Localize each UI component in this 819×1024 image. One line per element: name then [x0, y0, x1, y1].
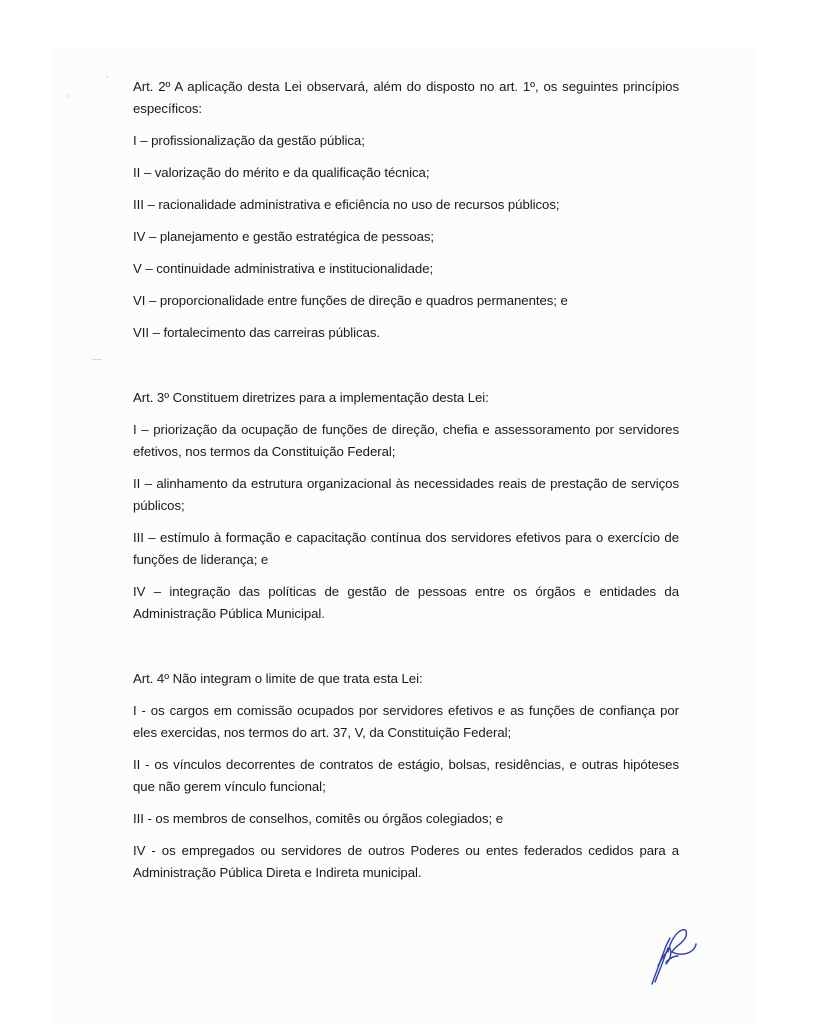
article-item: VI – proporcionalidade entre funções de direção e quadros permanentes; e	[133, 293, 568, 308]
article-item: I – profissionalização da gestão pública;	[133, 133, 365, 148]
article-heading: Art. 3º Constituem diretrizes para a implementação desta Lei:	[133, 390, 489, 405]
article-heading: Art. 4º Não integram o limite de que trata esta Lei:	[133, 671, 423, 686]
article-item: I - os cargos em comissão ocupados por servidores efetivos e as funções de confiança por eles exercidas, nos termos do art. 37, V, da Constituição Federal;	[133, 703, 679, 740]
article-item: II - os vínculos decorrentes de contratos de estágio, bolsas, residências, e outras hipóteses que não gerem vínculo funcional;	[133, 757, 679, 794]
article-item: IV – planejamento e gestão estratégica de pessoas;	[133, 229, 435, 244]
article-item: I – priorização da ocupação de funções de direção, chefia e assessoramento por servidores efetivos, nos termos da Constituição Federal;	[133, 422, 679, 459]
article-item: V – continuidade administrativa e institucionalidade;	[133, 261, 434, 276]
article-3	[133, 387, 679, 625]
article-item: III – estímulo à formação e capacitação contínua dos servidores efetivos para o exercício de funções de liderança; e	[133, 530, 679, 567]
document-body	[133, 76, 679, 884]
article-heading: Art. 2º A aplicação desta Lei observará, além do disposto no art. 1º, os seguintes princípios específicos:	[133, 79, 679, 116]
article-item: II – valorização do mérito e da qualificação técnica;	[133, 165, 430, 180]
article-item: III – racionalidade administrativa e eficiência no uso de recursos públicos;	[133, 197, 560, 212]
handwritten-signature-icon	[640, 922, 710, 992]
article-2	[133, 76, 679, 344]
article-item: III - os membros de conselhos, comitês ou órgãos colegiados; e	[133, 811, 504, 826]
article-item: IV - os empregados ou servidores de outros Poderes ou entes federados cedidos para a Administração Pública Direta e Indireta municipal.	[133, 843, 679, 880]
scan-speck	[106, 76, 108, 78]
article-item: II – alinhamento da estrutura organizacional às necessidades reais de prestação de serviços públicos;	[133, 476, 679, 513]
scan-speck	[66, 95, 68, 97]
article-item: IV – integração das políticas de gestão de pessoas entre os órgãos e entidades da Administração Pública Municipal.	[133, 584, 679, 621]
article-4	[133, 668, 679, 884]
article-item: VII – fortalecimento das carreiras públicas.	[133, 325, 381, 340]
scan-speck	[92, 359, 102, 360]
